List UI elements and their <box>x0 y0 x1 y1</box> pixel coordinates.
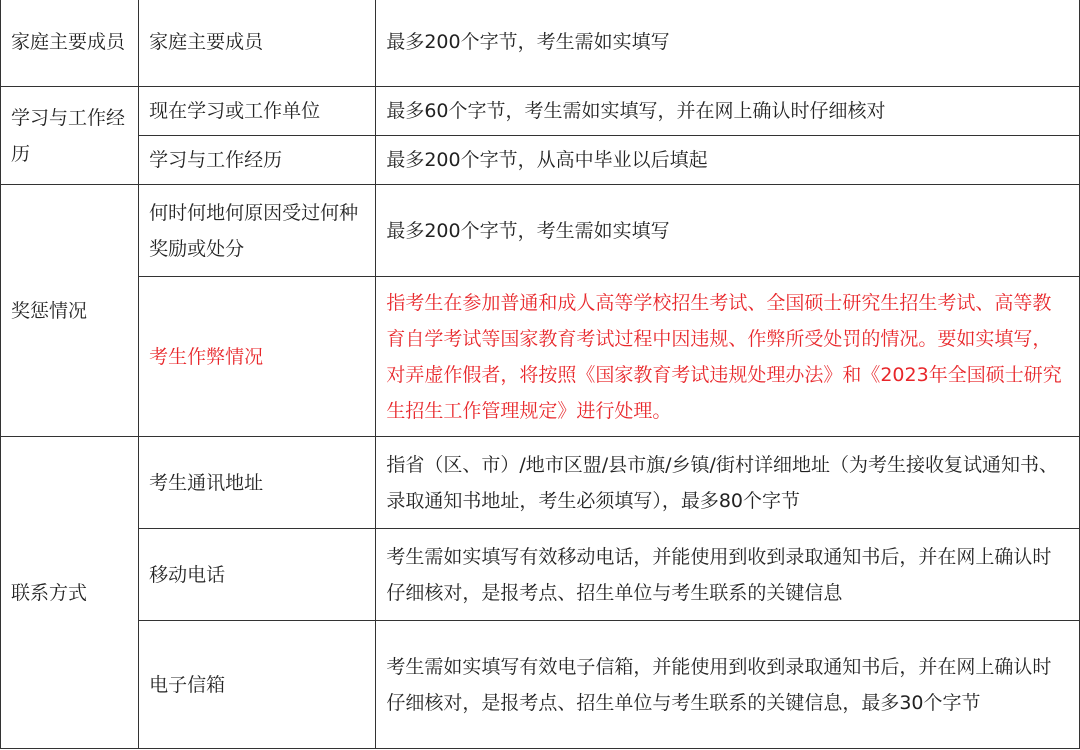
item-cell <box>139 529 376 621</box>
table-row <box>1 185 1080 277</box>
item-label: 家庭主要成员 <box>149 30 264 53</box>
description-cell <box>376 529 1080 621</box>
category-label: 家庭主要成员 <box>11 30 126 53</box>
item-label: 电子信箱 <box>149 673 226 696</box>
item-label: 移动电话 <box>149 563 226 586</box>
table-row <box>1 437 1080 529</box>
description-cell <box>376 136 1080 185</box>
item-cell <box>139 0 376 87</box>
table-row <box>1 529 1080 621</box>
item-cell <box>139 87 376 136</box>
description-text: 最多60个字节，考生需如实填写，并在网上确认时仔细核对 <box>386 100 886 122</box>
category-cell <box>1 87 139 185</box>
description-text: 最多200个字节，考生需如实填写 <box>386 219 670 242</box>
item-label: 考生通讯地址 <box>149 471 264 494</box>
item-label: 现在学习或工作单位 <box>149 100 321 122</box>
item-cell <box>139 621 376 749</box>
category-cell <box>1 185 139 437</box>
item-label: 何时何地何原因受过何种奖励或处分 <box>149 201 359 260</box>
description-cell <box>376 185 1080 277</box>
item-cell <box>139 277 376 437</box>
description-text: 考生需如实填写有效电子信箱，并能使用到收到录取通知书后，并在网上确认时仔细核对，是报考点、招生单位与考生联系的关键信息，最多30个字节 <box>386 655 1052 714</box>
description-text: 考生需如实填写有效移动电话，并能使用到收到录取通知书后，并在网上确认时仔细核对，是报考点、招生单位与考生联系的关键信息 <box>386 545 1052 604</box>
category-cell <box>1 0 139 87</box>
description-cell <box>376 437 1080 529</box>
table-row <box>1 621 1080 749</box>
description-cell <box>376 87 1080 136</box>
item-cell <box>139 437 376 529</box>
description-text: 最多200个字节，考生需如实填写 <box>386 30 670 53</box>
table-row <box>1 277 1080 437</box>
description-text: 指省（区、市）/地市区盟/县市旗/乡镇/街村详细地址（为考生接收复试通知书、录取通知书地址，考生必须填写），最多80个字节 <box>386 453 1058 512</box>
category-label: 联系方式 <box>11 581 88 604</box>
item-cell <box>139 136 376 185</box>
category-label: 奖惩情况 <box>11 299 88 322</box>
category-label: 学习与工作经历 <box>11 106 126 165</box>
item-label: 学习与工作经历 <box>149 149 283 171</box>
description-text: 最多200个字节，从高中毕业以后填起 <box>386 149 708 171</box>
table-row <box>1 87 1080 136</box>
description-cell <box>376 277 1080 437</box>
description-cell <box>376 621 1080 749</box>
table-row <box>1 136 1080 185</box>
table-row <box>1 0 1080 87</box>
description-text-highlight: 指考生在参加普通和成人高等学校招生考试、全国硕士研究生招生考试、高等教育自学考试等国家教育考试过程中因违规、作弊所受处罚的情况。要如实填写，对弄虚作假者，将按照《国家教育考试违规处理办法》和《2023年全国硕士研究生招生工作管理规定》进行处理。 <box>386 291 1062 422</box>
item-cell <box>139 185 376 277</box>
item-label-highlight: 考生作弊情况 <box>149 345 264 368</box>
description-cell <box>376 0 1080 87</box>
category-cell <box>1 437 139 749</box>
